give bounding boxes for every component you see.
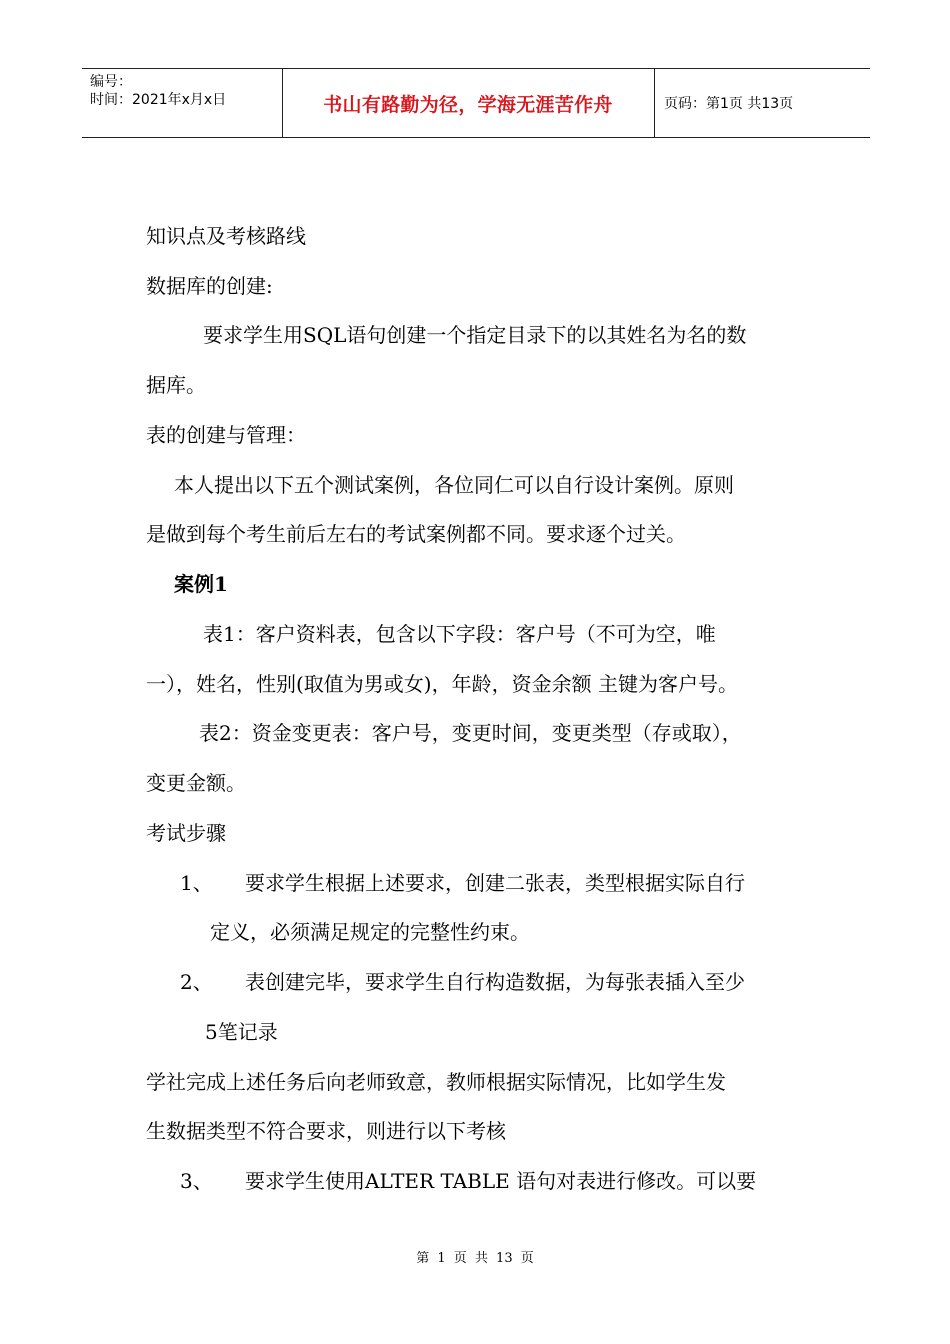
paragraph-line: 表2：资金变更表：客户号，变更时间，变更类型（存或取）， <box>199 721 742 745</box>
paragraph-line: 本人提出以下五个测试案例，各位同仁可以自行设计案例。原则 <box>174 473 734 497</box>
paragraph-line: 学社完成上述任务后向老师致意，教师根据实际情况，比如学生发 <box>146 1070 726 1094</box>
case-title: 案例1 <box>174 572 228 596</box>
page-footer: 第 1 页 共 13 页 <box>416 1251 534 1266</box>
section-heading: 考试步骤 <box>146 821 226 845</box>
list-item-text: 5笔记录 <box>205 1020 278 1044</box>
paragraph-line: 表1：客户资料表，包含以下字段：客户号（不可为空，唯 <box>203 622 716 646</box>
header-page-info: 页码：第1页 共13页 <box>664 96 794 112</box>
header-meta <box>90 73 226 109</box>
header-motto: 书山有路勤为径，学海无涯苦作舟 <box>323 93 613 116</box>
paragraph-line: 变更金额。 <box>146 771 246 795</box>
paragraph-line: 一），姓名，性别(取值为男或女)，年龄，资金余额 主键为客户号。 <box>146 672 738 696</box>
paragraph-line: 是做到每个考生前后左右的考试案例都不同。要求逐个过关。 <box>146 522 686 546</box>
list-number: 2、 <box>180 970 213 994</box>
section-heading: 数据库的创建: <box>146 274 273 298</box>
list-item-text: 要求学生根据上述要求，创建二张表，类型根据实际自行 <box>245 871 745 895</box>
section-heading: 知识点及考核路线 <box>146 224 306 248</box>
time-label: 时间：2021年x月x日 <box>90 92 227 108</box>
header-divider <box>654 69 655 137</box>
list-number: 3、 <box>180 1169 213 1193</box>
paragraph-line: 要求学生用SQL语句创建一个指定目录下的以其姓名为名的数 <box>203 323 747 347</box>
list-number: 1、 <box>180 871 213 895</box>
section-heading: 表的创建与管理： <box>146 423 306 447</box>
list-item-text: 表创建完毕，要求学生自行构造数据，为每张表插入至少 <box>245 970 745 994</box>
serial-label: 编号： <box>90 74 132 90</box>
list-item-text: 要求学生使用ALTER TABLE 语句对表进行修改。可以要 <box>245 1169 757 1193</box>
paragraph-line: 生数据类型不符合要求，则进行以下考核 <box>146 1119 506 1143</box>
list-item-text: 定义，必须满足规定的完整性约束。 <box>210 920 530 944</box>
paragraph-line: 据库。 <box>146 373 206 397</box>
page-header <box>82 68 870 138</box>
